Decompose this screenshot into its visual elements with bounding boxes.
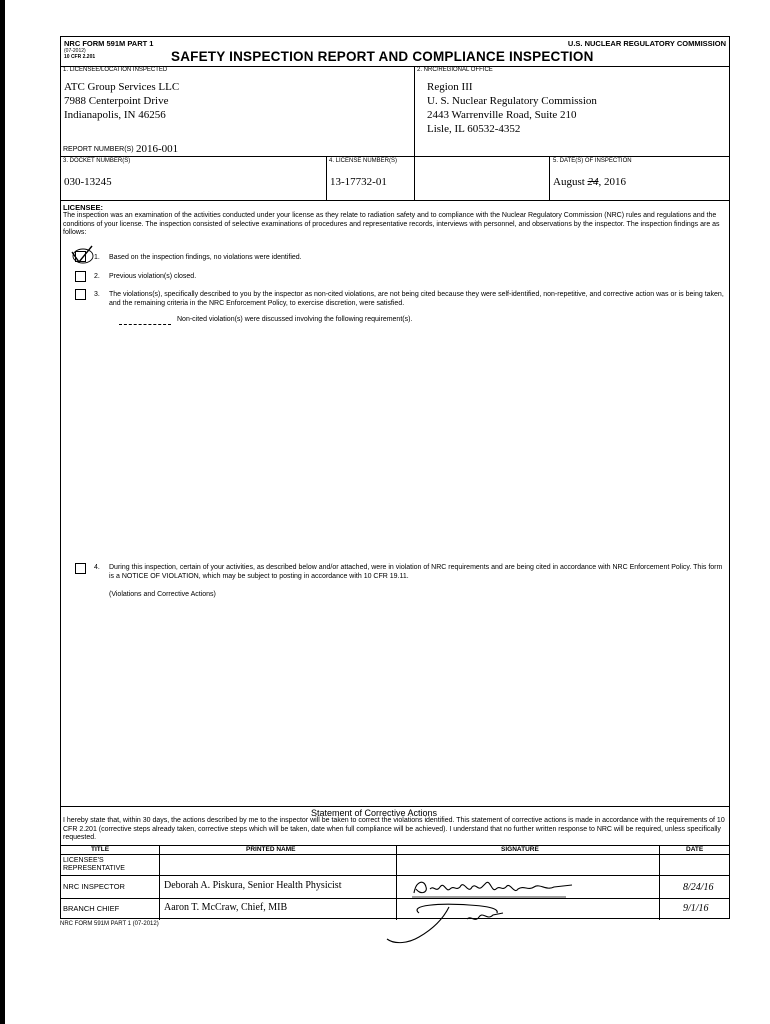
docket-label: 3. DOCKET NUMBER(S) bbox=[63, 158, 131, 164]
inspector-name: Deborah A. Piskura, Senior Health Physicist bbox=[164, 880, 342, 891]
statement-text: I hereby state that, within 30 days, the actions described by me to the inspector will be taken to correct the violations identified. This statement of corrective actions is made in accordance with the requirements of 10 CFR 2.201 (corrective steps already taken, corrective steps which will be taken, date when full compliance will be achieved). I understand that no further written response to NRC will be required, unless specifically requested. bbox=[63, 817, 725, 842]
blank-line bbox=[119, 324, 171, 325]
item3-checkbox[interactable] bbox=[75, 289, 86, 300]
scan-edge bbox=[0, 0, 5, 1024]
form-date: (07-2012) bbox=[64, 48, 86, 54]
docket-value: 030-13245 bbox=[64, 176, 112, 188]
item2-checkbox[interactable] bbox=[75, 271, 86, 282]
statement-heading: Statement of Corrective Actions bbox=[311, 808, 438, 818]
licensee-location-label: 1. LICENSEE/LOCATION INSPECTED bbox=[63, 67, 168, 73]
agency-name: U.S. NUCLEAR REGULATORY COMMISSION bbox=[567, 39, 726, 48]
license-number-value: 13-17732-01 bbox=[330, 176, 387, 188]
item4-text: During this inspection, certain of your activities, as described below and/or attached, were in violation of NRC requirements and are being cited in accordance with NRC Enforcement Policy. This form is a NOTICE OF VIOLATION, which may be subject to posting in accordance with 10 CFR 19.11. bbox=[109, 564, 723, 580]
branch-chief-name: Aaron T. McCraw, Chief, MIB bbox=[164, 902, 288, 913]
licensee-heading: LICENSEE: bbox=[63, 203, 104, 212]
item2-number: 2. bbox=[94, 273, 100, 280]
licensee-line: ATC Group Services LLC bbox=[64, 81, 180, 93]
branch-chief-date: 9/1/16 bbox=[683, 903, 709, 914]
item2-text: Previous violation(s) closed. bbox=[109, 273, 197, 280]
col-signature: SIGNATURE bbox=[501, 846, 539, 853]
office-line: Region III bbox=[427, 81, 473, 93]
report-number-value: 2016-001 bbox=[136, 143, 179, 155]
col-printed-name: PRINTED NAME bbox=[246, 846, 296, 853]
item1-number: 1. bbox=[94, 254, 100, 261]
row-title-licensee: LICENSEE'S REPRESENTATIVE bbox=[63, 857, 125, 872]
item3-text: The violations(s), specifically described to you by the inspector as non-cited violations, are not being cited because they were self-identified, non-repetitive, and corrective action was or is being taken, and the remaining criteria in the NRC Enforcement Policy, to exercise discretion, were satisfied. bbox=[109, 291, 724, 307]
inspection-date-value: August 24, 2016 bbox=[553, 176, 627, 188]
col-date: DATE bbox=[686, 846, 704, 853]
row-title-branch-chief: BRANCH CHIEF bbox=[63, 904, 120, 913]
office-line: Lisle, IL 60532-4352 bbox=[427, 123, 521, 135]
item4-subtext: (Violations and Corrective Actions) bbox=[109, 591, 216, 598]
form-name: NRC FORM 591M PART 1 bbox=[64, 39, 154, 48]
checkmark-icon bbox=[70, 244, 96, 266]
office-line: U. S. Nuclear Regulatory Commission bbox=[427, 95, 597, 107]
inspection-intro: The inspection was an examination of the activities conducted under your license as they relate to radiation safety and to compliance with the Nuclear Regulatory Commission (NRC) rules and regulations and the conditions of your license. The inspection consisted of selective examinations of procedures and representative records, interviews with personnel, and observations by the inspector. The inspection findings are as follows: bbox=[63, 212, 720, 237]
inspection-date-label: 5. DATE(S) OF INSPECTION bbox=[553, 158, 632, 164]
branch-chief-signature bbox=[379, 893, 519, 945]
item3-number: 3. bbox=[94, 291, 100, 298]
inspection-form bbox=[60, 36, 730, 919]
col-title: TITLE bbox=[91, 846, 110, 853]
handwritten-day: 24 bbox=[587, 176, 599, 188]
license-number-label: 4. LICENSE NUMBER(S) bbox=[329, 158, 398, 164]
licensee-line: Indianapolis, IN 46256 bbox=[64, 109, 166, 121]
form-cfr: 10 CFR 2.201 bbox=[64, 54, 96, 60]
report-number-label: REPORT NUMBER(S) bbox=[63, 146, 134, 153]
form-footer: NRC FORM 591M PART 1 (07-2012) bbox=[60, 921, 159, 927]
item4-number: 4. bbox=[94, 564, 100, 571]
office-line: 2443 Warrenville Road, Suite 210 bbox=[427, 109, 577, 121]
item1-text: Based on the inspection findings, no violations were identified. bbox=[109, 254, 302, 261]
regional-office-label: 2. NRC/REGIONAL OFFICE bbox=[417, 67, 493, 73]
form-title: SAFETY INSPECTION REPORT AND COMPLIANCE INSPECTION bbox=[171, 49, 594, 64]
inspector-date: 8/24/16 bbox=[683, 882, 714, 893]
licensee-line: 7988 Centerpoint Drive bbox=[64, 95, 169, 107]
row-title-inspector: NRC INSPECTOR bbox=[63, 882, 125, 891]
item3-subtext: Non-cited violation(s) were discussed involving the following requirement(s). bbox=[177, 316, 413, 323]
item4-checkbox[interactable] bbox=[75, 563, 86, 574]
